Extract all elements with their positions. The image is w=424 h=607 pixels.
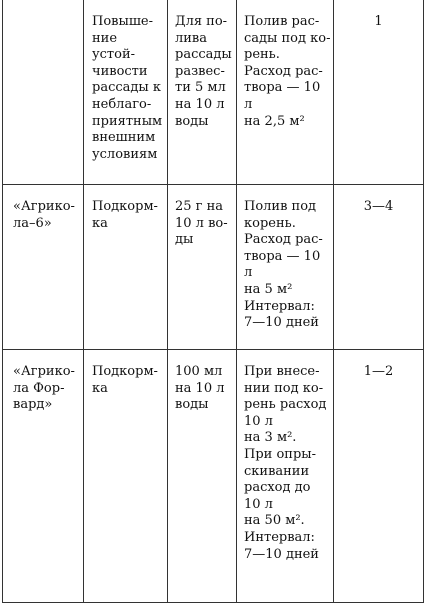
method-cell [237,185,334,350]
method-cell [237,0,334,185]
method-text: При внесе- нии под ко- рень расход 10 л на 3 м². При опры- скивании расход до 10 л на 50 м². Интервал: 7—10 дней [244,364,327,562]
count-cell [334,350,424,603]
purpose-text: Подкорм- ка [92,364,158,396]
table-row [3,350,424,603]
dose-text: Для по- лива рассады развес- ти 5 мл на 10 л воды [175,14,232,129]
count-cell [334,185,424,350]
dose-cell [168,350,237,603]
count-cell [334,0,424,185]
table-row [3,185,424,350]
product-cell [3,0,84,185]
purpose-cell [84,0,168,185]
dose-text: 25 г на 10 л во- ды [175,199,228,248]
purpose-cell [84,185,168,350]
count-text: 3—4 [363,199,394,214]
dose-text: 100 мл на 10 л воды [175,364,225,413]
purpose-text: Подкорм- ка [92,199,158,231]
product-cell [3,185,84,350]
fertilizer-table [2,0,424,603]
purpose-text: Повыше- ние устой- чивости рассады к неблаго- приятным внешним условиям [92,14,163,162]
method-cell [237,350,334,603]
count-text: 1—2 [363,364,394,379]
product-cell [3,350,84,603]
table-row [3,0,424,185]
product-text [3,0,83,14]
product-text: «Агрико- ла Фор- вард» [13,364,75,413]
count-text: 1 [374,14,383,29]
method-text: Полив под корень. Расход рас- твора — 10 л на 5 м² Интервал: 7—10 дней [244,199,323,331]
purpose-cell [84,350,168,603]
method-text: Полив рас- сады под ко- рень. Расход рас- твора — 10 л на 2,5 м² [244,14,331,129]
dose-cell [168,0,237,185]
dose-cell [168,185,237,350]
product-text: «Агрико- ла–6» [13,199,75,231]
